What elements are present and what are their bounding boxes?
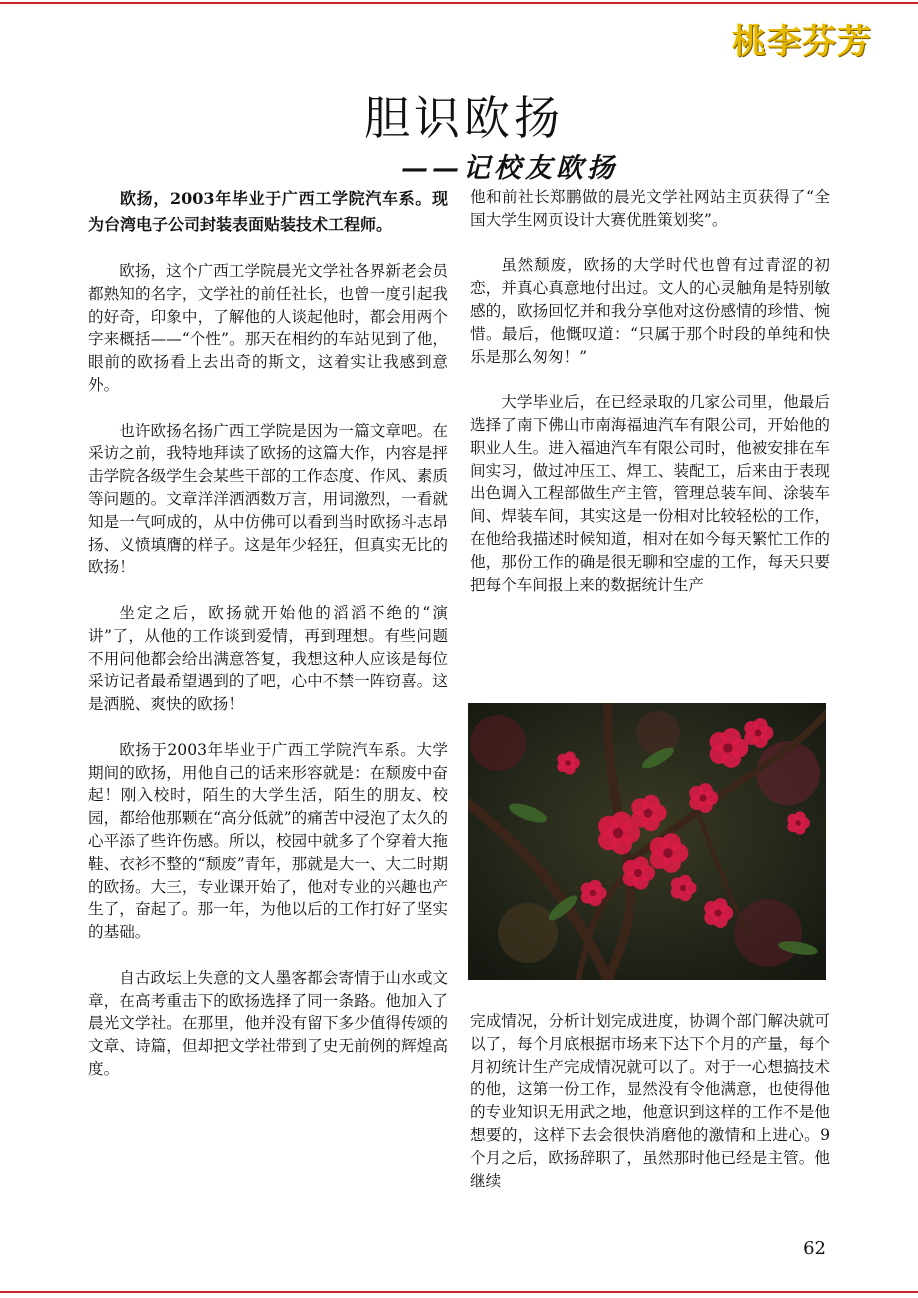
body-paragraph: 他和前社长郑鹏做的晨光文学社网站主页获得了“全国大学生网页设计大赛优胜策划奖”。: [470, 188, 830, 229]
body-paragraph: 欧扬，这个广西工学院晨光文学社各界新老会员都熟知的名字，文学社的前任社长，也曾一度引起我的好奇，印象中，了解他的人谈起他时，都会用两个字来概括——“个性”。那天在相约的车站见到了他，眼前的欧扬看上去出奇的斯文，这着实让我感到意外。: [88, 262, 448, 394]
body-paragraph: 完成情况，分析计划完成进度，协调个部门解决就可以了，每个月底根据市场来下达下个月的产量，每个月初统计生产完成情况就可以了。对于一心想搞技术的他，这第一份工作，显然没有令他满意，也使得他的专业知识无用武之地，他意识到这样的工作不是他想要的，这样下去会很快消磨他的激情和上进心。9个月之后，欧扬辞职了，虽然那时他已经是主管。他继续: [470, 1012, 830, 1190]
intro-paragraph: 欧扬，2003年毕业于广西工学院汽车系。现为台湾电子公司封装表面贴装技术工程师。: [88, 189, 448, 234]
right-column-bottom: [470, 1010, 830, 1192]
body-paragraph: 也许欧扬名扬广西工学院是因为一篇文章吧。在采访之前，我特地拜读了欧扬的这篇大作，内容是抨击学院各级学生会某些干部的工作态度、作风、素质等问题的。文章洋洋洒洒数万言，用词激烈，一看就知是一气呵成的，从中仿佛可以看到当时欧扬斗志昂扬、义愤填膺的样子。这是年少轻狂，但真实无比的欧扬！: [88, 421, 448, 577]
body-paragraph: 虽然颓废，欧扬的大学时代也曾有过青涩的初恋，并真心真意地付出过。文人的心灵触角是特别敏感的，欧扬回忆并和我分享他对这份感情的珍惜、惋惜。最后，他慨叹道：“只属于那个时段的单纯和快乐是那么匆匆！”: [470, 256, 830, 366]
right-column-top: [470, 186, 830, 596]
bottom-rule: [0, 1291, 918, 1293]
left-column: [88, 186, 448, 1081]
body-paragraph: 大学毕业后，在已经录取的几家公司里，他最后选择了南下佛山市南海福迪汽车有限公司，开始他的职业人生。进入福迪汽车有限公司时，他被安排在车间实习，做过冲压工、焊工、装配工，后来由于表现出色调入工程部做生产主管，管理总装车间、涂装车间、焊装车间，其实这是一份相对比较轻松的工作，在他给我描述时候知道，相对在如今每天繁忙工作的他，那份工作的确是很无聊和空虚的工作，每天只要把每个车间报上来的数据统计生产: [470, 393, 830, 594]
section-tag: 桃李芬芳: [732, 22, 872, 62]
article-subtitle: ——记校友欧扬: [401, 153, 618, 184]
page-number: 62: [803, 1238, 826, 1259]
body-paragraph: 坐定之后，欧扬就开始他的滔滔不绝的“演讲”了，从他的工作谈到爱情，再到理想。有些问题不用问他都会给出满意答复，我想这种人应该是每位采访记者最希望遇到的了吧，心中不禁一阵窃喜。这是洒脱、爽快的欧扬！: [88, 603, 448, 714]
peach-blossom-photo: [468, 703, 826, 980]
top-rule: [0, 2, 918, 4]
article-title: 胆识欧扬: [364, 91, 564, 145]
body-paragraph: 欧扬于2003年毕业于广西工学院汽车系。大学期间的欧扬，用他自己的话来形容就是：在颓废中奋起！刚入校时，陌生的大学生活，陌生的朋友、校园，都给他那颗在“高分低就”的痛苦中浸泡了太久的心平添了些许伤感。所以，校园中就多了个穿着大拖鞋、衣衫不整的“颓废”青年，那就是大一、大二时期的欧扬。大三，专业课开始了，他对专业的兴趣也产生了，奋起了。那一年，为他以后的工作打好了坚实的基础。: [88, 740, 448, 942]
body-paragraph: 自古政坛上失意的文人墨客都会寄情于山水或文章，在高考重击下的欧扬选择了同一条路。他加入了晨光文学社。在那里，他并没有留下多少值得传颂的文章、诗篇，但却把文学社带到了史无前例的辉煌高度。: [88, 968, 448, 1078]
